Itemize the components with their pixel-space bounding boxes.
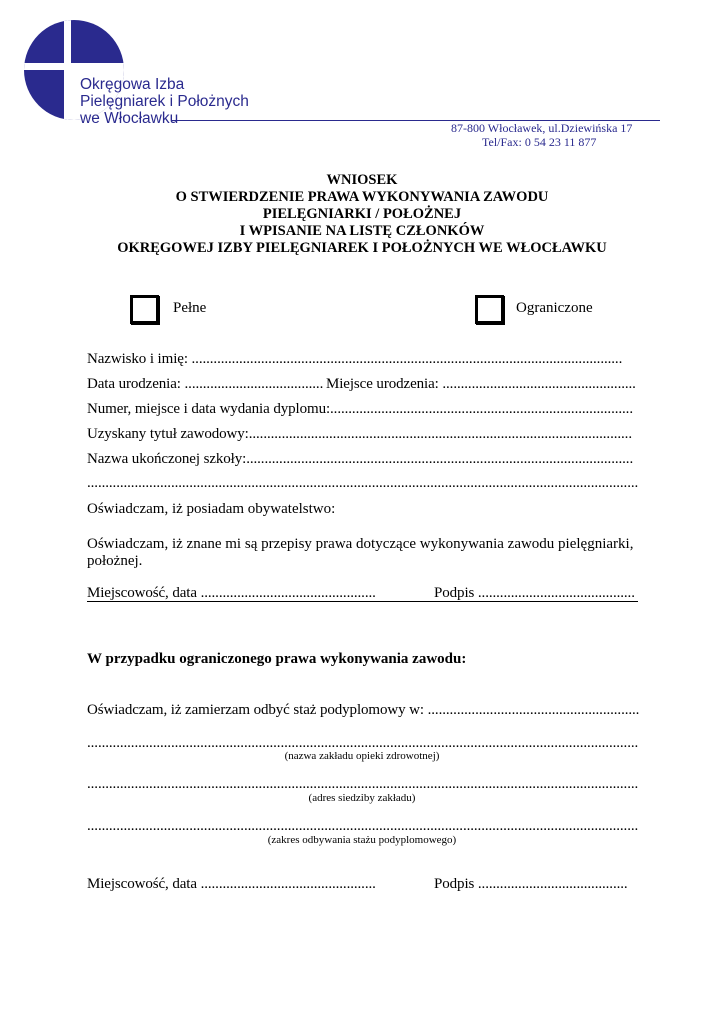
professional-title-field[interactable]: Uzyskany tytuł zawodowy:......................................................................................................... — [87, 426, 632, 442]
full-rights-checkbox[interactable] — [130, 295, 159, 324]
limited-rights-heading: W przypadku ograniczonego prawa wykonywania zawodu: — [87, 651, 467, 667]
internship-scope-field[interactable]: ....................................................................................................................................................... — [87, 818, 639, 834]
internship-field[interactable]: Oświadczam, iż zamierzam odbyć staż podyplomowy w: .......................................................... — [87, 702, 640, 718]
internship-scope-caption: (zakres odbywania stażu podyplomowego) — [267, 834, 457, 846]
title-line2: O STWIERDZENIE PRAWA WYKONYWANIA ZAWODU — [175, 189, 549, 205]
facility-address-caption: (adres siedziby zakładu) — [308, 792, 416, 804]
full-rights-label: Pełne — [173, 300, 207, 316]
citizenship-statement: Oświadczam, iż posiadam obywatelstwo: — [87, 501, 336, 517]
header-address: 87-800 Włocławek, ul.Dziewińska 17 — [451, 121, 633, 135]
org-name-line3: we Włocławku — [80, 110, 179, 127]
header-phone: Tel/Fax: 0 54 23 11 877 — [482, 135, 597, 149]
place-date-field[interactable]: Miejscowość, data ................................................ — [87, 585, 376, 601]
rules-statement-line2: położnej. — [87, 553, 143, 569]
diploma-field[interactable]: Numer, miejsce i data wydania dyplomu:................................................................................... — [87, 401, 633, 417]
limited-place-date-field[interactable]: Miejscowość, data ................................................ — [87, 876, 376, 892]
signature-underline — [87, 601, 638, 602]
pob-field[interactable]: Miejsce urodzenia: ..................................................... — [326, 376, 636, 392]
school-field-continued[interactable]: ....................................................................................................................................................... — [87, 475, 639, 491]
facility-name-caption: (nazwa zakładu opieki zdrowotnej) — [284, 750, 440, 762]
org-name-line2: Pielęgniarek i Położnych — [80, 93, 249, 110]
school-field[interactable]: Nazwa ukończonej szkoły:.......................................................................................................... — [87, 451, 634, 467]
limited-signature-field[interactable]: Podpis ......................................... — [434, 876, 628, 892]
limited-rights-checkbox[interactable] — [475, 295, 504, 324]
org-name-line1: Okręgowa Izba — [80, 76, 185, 93]
title-line5: OKRĘGOWEJ IZBY PIELĘGNIAREK I POŁOŻNYCH WE WŁOCŁAWKU — [117, 240, 607, 256]
title-line3: PIELĘGNIARKI / POŁOŻNEJ — [262, 206, 462, 222]
title-line4: I WPISANIE NA LISTĘ CZŁONKÓW — [239, 223, 485, 239]
dob-field[interactable]: Data urodzenia: ...................................... — [87, 376, 324, 392]
name-field[interactable]: Nazwisko i imię: ...................................................................................................................... — [87, 351, 623, 367]
facility-address-field[interactable]: ....................................................................................................................................................... — [87, 776, 639, 792]
signature-field[interactable]: Podpis ........................................... — [434, 585, 635, 601]
rules-statement-line1: Oświadczam, iż znane mi są przepisy prawa dotyczące wykonywania zawodu pielęgniarki, — [87, 536, 634, 552]
limited-rights-label: Ograniczone — [516, 300, 593, 316]
title-line1: WNIOSEK — [326, 172, 398, 188]
facility-name-field[interactable]: ....................................................................................................................................................... — [87, 735, 639, 751]
